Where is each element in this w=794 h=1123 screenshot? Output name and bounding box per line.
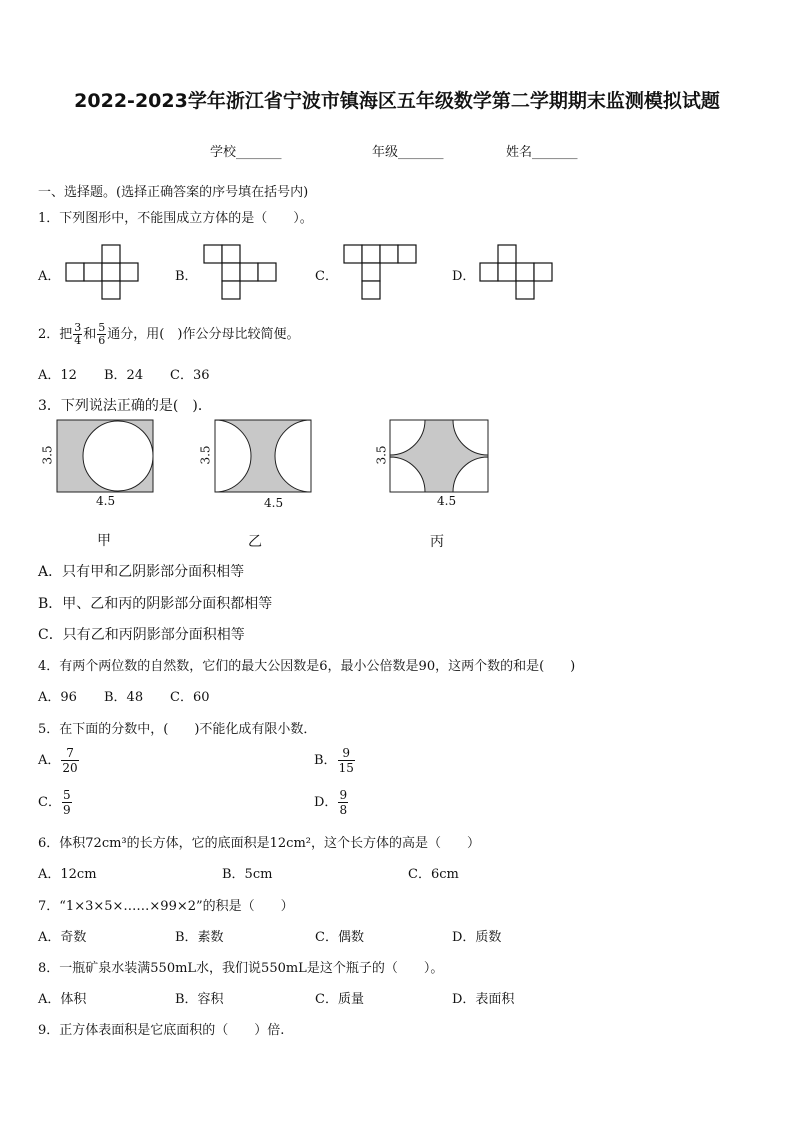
bing-width-label: 4.5 — [437, 494, 457, 508]
q7-option-b: B．素数 — [175, 930, 224, 945]
grade-field: 年级_______ — [372, 145, 444, 160]
school-field: 学校_______ — [210, 145, 282, 160]
q8-option-a: A．体积 — [38, 992, 87, 1007]
jia-height-label: 3.5 — [40, 445, 55, 465]
yi-height-label: 3.5 — [198, 445, 213, 465]
q8-option-b: B．容积 — [175, 992, 224, 1007]
bing-name: 丙 — [430, 534, 444, 550]
q4-option-a: A．96 — [38, 690, 77, 705]
q2-and: 和 — [83, 327, 97, 342]
question-5: 5．在下面的分数中，( )不能化成有限小数． — [38, 722, 317, 737]
q1-option-a: A． — [38, 269, 61, 284]
fraction-5-6: $\frac{5}{6}$ — [98, 321, 106, 347]
q1-option-d: D． — [452, 269, 476, 284]
question-6: 6．体积72cm³的长方体，它的底面积是12cm²，这个长方体的高是（ ） — [38, 836, 480, 851]
q7-option-a: A．奇数 — [38, 930, 87, 945]
q3-option-b: B．甲、乙和丙的阴影部分面积都相等 — [38, 596, 273, 612]
q2-suffix: 通分，用( )作公分母比较简便。 — [107, 327, 300, 342]
fraction-3-4: $\frac{3}{4}$ — [74, 321, 82, 347]
yi-name: 乙 — [248, 534, 262, 550]
q7-option-c: C．偶数 — [315, 930, 364, 945]
q5-option-c: C． $\frac{5}{9}$ — [38, 788, 71, 817]
section-heading: 一、选择题。(选择正确答案的序号填在括号内) — [38, 185, 309, 200]
q1-option-c: C． — [315, 269, 338, 284]
q6-option-b: B．5cm — [222, 867, 273, 882]
q2-prefix: 2．把 — [38, 327, 73, 342]
q5-option-a: A． $\frac{7}{20}$ — [38, 746, 78, 775]
q6-option-c: C．6cm — [408, 867, 459, 882]
q3-option-c: C．只有乙和丙阴影部分面积相等 — [38, 627, 245, 643]
q2-option-b: B．24 — [104, 368, 144, 383]
q4-option-c: C．60 — [170, 690, 210, 705]
jia-width-label: 4.5 — [96, 494, 116, 508]
yi-width-label: 4.5 — [264, 496, 284, 510]
q2-option-a: A．12 — [38, 368, 77, 383]
name-field: 姓名_______ — [506, 145, 578, 160]
q7-option-d: D．质数 — [452, 930, 502, 945]
question-7: 7．“1×3×5×……×99×2”的积是（ ） — [38, 899, 294, 914]
question-8: 8．一瓶矿泉水装满550mL水，我们说550mL是这个瓶子的（ ）。 — [38, 961, 444, 976]
q2-option-c: C．36 — [170, 368, 210, 383]
jia-name: 甲 — [97, 533, 111, 549]
question-1: 1．下列图形中，不能围成立方体的是（ ）。 — [38, 211, 313, 226]
bing-height-label: 3.5 — [374, 445, 389, 465]
q8-option-d: D．表面积 — [452, 992, 515, 1007]
q3-option-a: A．只有甲和乙阴影部分面积相等 — [38, 564, 245, 580]
question-3: 3．下列说法正确的是( )． — [38, 398, 212, 414]
q8-option-c: C．质量 — [315, 992, 364, 1007]
q5-option-d: D． $\frac{9}{8}$ — [314, 788, 348, 817]
question-4: 4．有两个两位数的自然数，它们的最大公因数是6，最小公倍数是90，这两个数的和是( ) — [38, 659, 576, 674]
q1-option-b: B． — [175, 269, 198, 284]
page-title: 2022-2023学年浙江省宁波市镇海区五年级数学第二学期期末监测模拟试题 — [74, 90, 720, 112]
q5-option-b: B． $\frac{9}{15}$ — [314, 746, 354, 775]
q6-option-a: A．12cm — [38, 867, 97, 882]
q4-option-b: B．48 — [104, 690, 144, 705]
question-9: 9．正方体表面积是它底面积的（ ）倍. — [38, 1023, 285, 1038]
